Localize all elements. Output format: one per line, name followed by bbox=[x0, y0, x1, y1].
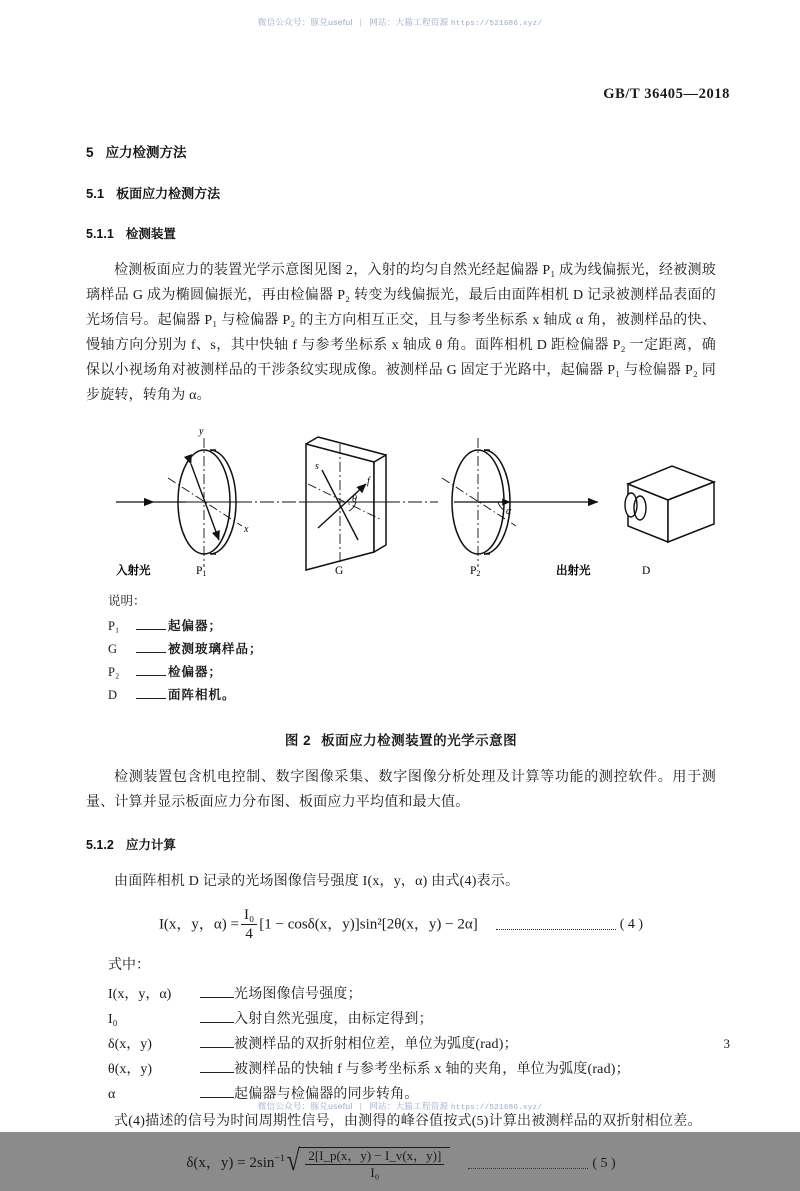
legend-item-symbol: P₂ bbox=[108, 665, 120, 679]
heading-section-5-number: 5 bbox=[86, 145, 94, 160]
paragraph-periodic-signal: 式(4)描述的信号为时间周期性信号，由测得的峰谷值按式(5)计算出被测样品的双折射相位差。 bbox=[114, 1114, 702, 1130]
equation-4-row bbox=[86, 907, 716, 943]
heading-section-5-1 bbox=[86, 183, 716, 202]
legend-item-text: 起偏器； bbox=[168, 619, 223, 633]
watermark-account-name: 豚兑useful bbox=[310, 1101, 353, 1111]
equation-4-lhs: I(x，y，α) = bbox=[158, 916, 239, 933]
definition-text: 光场图像信号强度； bbox=[234, 987, 362, 1003]
equation-4 bbox=[159, 907, 478, 943]
heading-section-5-1-2-title: 应力计算 bbox=[125, 838, 176, 852]
heading-section-5-1-2-number: 5.1.2 bbox=[86, 838, 114, 852]
watermark-url: https://521686.xyz/ bbox=[451, 20, 543, 28]
watermark-site-name: 大猫工程资源 bbox=[395, 17, 449, 27]
equation-5-lhs: δ(x，y) = 2sin bbox=[186, 1155, 275, 1172]
watermark-separator: | bbox=[359, 1101, 363, 1111]
legend-dash-icon bbox=[136, 698, 166, 699]
legend-item-text: 面阵相机。 bbox=[168, 688, 236, 702]
definitions-list bbox=[108, 982, 716, 1107]
definition-symbol: I(x，y，α) bbox=[108, 987, 172, 1003]
optical-diagram bbox=[86, 422, 716, 582]
definition-dash-icon bbox=[200, 1097, 234, 1098]
paragraph-intensity-intro: 由面阵相机 D 记录的光场图像信号强度 I(x，y，α) 由式(4)表示。 bbox=[114, 874, 520, 889]
definition-dash-icon bbox=[200, 1022, 234, 1023]
radical-sign-icon: √ bbox=[286, 1144, 300, 1178]
label-axis-x: x bbox=[244, 524, 249, 535]
legend-item bbox=[108, 615, 716, 638]
definition-text: 起偏器与检偏器的同步转角。 bbox=[234, 1087, 419, 1103]
label-axis-y: y bbox=[199, 426, 204, 437]
label-p1: P1 bbox=[196, 565, 207, 578]
definition-dash-icon bbox=[200, 997, 234, 998]
legend-item bbox=[108, 684, 716, 707]
definition-symbol: θ(x，y) bbox=[108, 1062, 153, 1078]
heading-section-5-1-number: 5.1 bbox=[86, 186, 105, 201]
label-slow-axis: s bbox=[315, 461, 319, 472]
legend-item bbox=[108, 661, 716, 684]
legend-item-text: 检偏器； bbox=[168, 665, 223, 679]
equation-4-fraction bbox=[241, 907, 257, 943]
watermark-separator: | bbox=[359, 17, 363, 27]
definition-item bbox=[108, 1007, 716, 1032]
heading-section-5-title: 应力检测方法 bbox=[105, 145, 187, 160]
label-d: D bbox=[642, 565, 651, 577]
heading-section-5-1-1 bbox=[86, 224, 716, 242]
heading-section-5 bbox=[86, 141, 716, 161]
label-fast-axis: f bbox=[367, 476, 370, 487]
equation-4-rhs: [1 − cosδ(x，y)]sin²[2θ(x，y) − 2α] bbox=[259, 916, 478, 933]
equation-5 bbox=[186, 1144, 450, 1181]
equation-5-row bbox=[86, 1144, 716, 1181]
label-incident-light: 入射光 bbox=[116, 565, 151, 577]
equation-4-numerator: I₀ bbox=[241, 907, 257, 925]
definition-text: 入射自然光强度，由标定得到； bbox=[234, 1012, 433, 1028]
definition-item bbox=[108, 1032, 716, 1057]
definitions-title: 式中： bbox=[108, 958, 150, 974]
definition-dash-icon bbox=[200, 1047, 234, 1048]
paragraph-device-description: 检测板面应力的装置光学示意图见图 2，入射的均匀自然光经起偏器 P₁ 成为线偏振光，经被测玻璃样品 G 成为椭圆偏振光，再由检偏器 P₂ 转变为线偏振光，最后由面阵相机 D 记录被测样品表面的光场信号。起偏器 P₁ 与检偏器 P₂ 的主方向相互正交，且与参考坐标系 x 轴成 α 角，被测样品的快、慢轴方向分别为 f、s，其中快轴 f 与参考坐标系 x 轴成 θ 角。面阵相机 D 距检偏器 P₂ 一定距离，确保以小视场角对被测样品的干涉条纹实现成像。被测样品 G 固定于光路中，起偏器 P₁ 与检偏器 P₂ 同步旋转，转角为 α。 bbox=[86, 263, 716, 403]
equation-5-numerator: 2[I_p(x，y) − I_v(x，y)] bbox=[305, 1149, 444, 1165]
legend-dash-icon bbox=[136, 675, 166, 676]
legend-item-text: 被测玻璃样品； bbox=[168, 642, 263, 656]
watermark-url: https://521686.xyz/ bbox=[451, 1104, 543, 1112]
equation-4-denominator: 4 bbox=[245, 926, 253, 943]
figure-2 bbox=[86, 422, 716, 749]
definition-item bbox=[108, 982, 716, 1007]
watermark-account-name: 豚兑useful bbox=[310, 17, 353, 27]
equation-5-exponent: −1 bbox=[274, 1153, 285, 1165]
watermark-site-label: 网站： bbox=[369, 17, 396, 27]
legend-item-symbol: P₁ bbox=[108, 619, 120, 633]
legend-dash-icon bbox=[136, 629, 166, 630]
definition-symbol: α bbox=[108, 1087, 116, 1103]
label-exit-light: 出射光 bbox=[556, 565, 591, 577]
equation-5-dotfill-icon bbox=[468, 1159, 588, 1169]
heading-section-5-1-title: 板面应力检测方法 bbox=[116, 186, 221, 201]
definition-item bbox=[108, 1057, 716, 1082]
heading-section-5-1-2 bbox=[86, 835, 716, 853]
heading-section-5-1-1-number: 5.1.1 bbox=[86, 227, 114, 241]
optical-diagram-svg bbox=[86, 422, 716, 582]
page-number: 3 bbox=[723, 1036, 730, 1051]
watermark-account-label: 微信公众号： bbox=[257, 17, 311, 27]
standard-number: GB/T 36405—2018 bbox=[603, 86, 730, 102]
equation-5-radicand bbox=[299, 1147, 450, 1181]
legend-item-symbol: D bbox=[108, 688, 118, 702]
equation-5-radical bbox=[285, 1144, 450, 1181]
figure-caption-number: 图 2 bbox=[284, 733, 312, 748]
equation-5-number: ( 5 ) bbox=[592, 1156, 616, 1172]
definition-symbol: δ(x，y) bbox=[108, 1037, 152, 1053]
watermark-bottom bbox=[0, 1100, 800, 1112]
equation-5-denominator: I₀ bbox=[370, 1165, 380, 1181]
sample-g-graphic bbox=[300, 437, 386, 570]
equation-4-dotfill-icon bbox=[496, 920, 616, 930]
label-p2: P2 bbox=[470, 565, 481, 578]
watermark-site-name: 大猫工程资源 bbox=[395, 1101, 449, 1111]
definition-symbol: I₀ bbox=[108, 1012, 118, 1028]
label-g: G bbox=[335, 565, 344, 577]
figure-caption bbox=[86, 729, 716, 749]
camera-d-graphic bbox=[625, 466, 726, 542]
legend-dash-icon bbox=[136, 652, 166, 653]
document-body bbox=[86, 135, 716, 1191]
figure-caption-title: 板面应力检测装置的光学示意图 bbox=[321, 733, 518, 748]
equation-5-fraction bbox=[305, 1149, 444, 1181]
equation-4-number: ( 4 ) bbox=[619, 917, 644, 933]
label-theta: θ bbox=[352, 494, 357, 505]
definition-dash-icon bbox=[200, 1072, 234, 1073]
watermark-top bbox=[0, 16, 800, 28]
watermark-site-label: 网站： bbox=[369, 1101, 396, 1111]
definition-text: 被测样品的双折射相位差，单位为弧度(rad)； bbox=[234, 1037, 518, 1053]
legend-title: 说明： bbox=[108, 594, 146, 608]
legend-item bbox=[108, 638, 716, 661]
label-alpha: α bbox=[506, 506, 512, 517]
heading-section-5-1-1-title: 检测装置 bbox=[125, 227, 176, 241]
definition-text: 被测样品的快轴 f 与参考坐标系 x 轴的夹角，单位为弧度(rad)； bbox=[234, 1062, 630, 1078]
watermark-account-label: 微信公众号： bbox=[257, 1101, 311, 1111]
figure-legend bbox=[108, 590, 716, 707]
paragraph-software-description: 检测装置包含机电控制、数字图像采集、数字图像分析处理及计算等功能的测控软件。用于测量、计算并显示板面应力分布图、板面应力平均值和最大值。 bbox=[86, 770, 716, 810]
legend-item-symbol: G bbox=[108, 642, 118, 656]
